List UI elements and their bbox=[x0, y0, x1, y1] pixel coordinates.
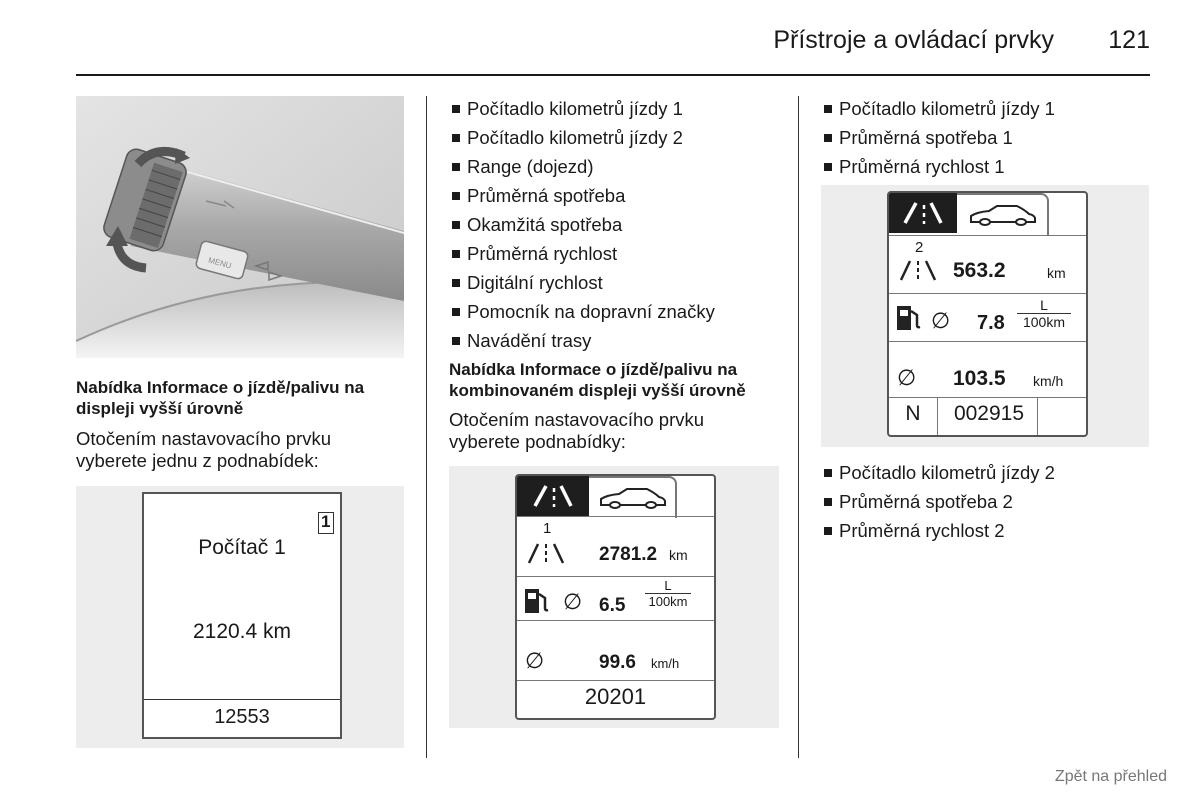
combined-display bbox=[515, 474, 716, 720]
info-display-basic bbox=[142, 492, 342, 739]
trip-distance-unit: km bbox=[1047, 265, 1066, 281]
display-title: Počítač 1 bbox=[198, 536, 286, 559]
page-number: 121 bbox=[1108, 26, 1150, 54]
list-item: Digitální rychlost bbox=[452, 268, 715, 297]
list-item: Počítadlo kilometrů jízdy 2 bbox=[824, 458, 1055, 487]
list-item: Počítadlo kilometrů jízdy 1 bbox=[452, 94, 715, 123]
col3-bullet-list-top bbox=[824, 94, 1055, 181]
trip-index: 1 bbox=[543, 520, 552, 537]
list-item: Pomocník na dopravní značky bbox=[452, 297, 715, 326]
list-item: Průměrná spotřeba bbox=[452, 181, 715, 210]
row-divider bbox=[889, 397, 1088, 398]
display-divider bbox=[144, 699, 340, 700]
list-item: Navádění trasy bbox=[452, 326, 715, 355]
list-item: Průměrná rychlost 1 bbox=[824, 152, 1055, 181]
back-to-overview-link[interactable]: Zpět na přehled bbox=[1054, 768, 1167, 785]
odometer: 20201 bbox=[584, 684, 647, 709]
column-divider-2 bbox=[798, 96, 799, 758]
menu-button-label: MENU bbox=[207, 255, 233, 271]
trip-badge bbox=[318, 512, 334, 534]
trip-distance-value: 563.2 bbox=[953, 259, 1006, 282]
stalk-illustration-svg bbox=[76, 96, 404, 358]
col1-text: Otočením nastavovacího prvku vyberete jednu z podnabídek: bbox=[76, 428, 332, 471]
row-divider bbox=[517, 680, 716, 681]
header-rule bbox=[76, 74, 1150, 76]
average-symbol: ∅ bbox=[563, 589, 583, 614]
row-divider bbox=[889, 341, 1088, 342]
road-icon-small bbox=[523, 538, 573, 566]
tab-vehicle bbox=[957, 193, 1049, 235]
consumption-value: 6.5 bbox=[599, 595, 626, 616]
fuel-pump-icon bbox=[895, 303, 923, 333]
stalk-illustration bbox=[76, 96, 404, 358]
cell-divider bbox=[1037, 397, 1038, 437]
combined-display-2 bbox=[887, 191, 1088, 437]
col2-bullet-list bbox=[452, 94, 715, 355]
consumption-unit-bottom: 100km bbox=[1022, 314, 1066, 330]
col3-display-panel bbox=[821, 185, 1149, 447]
road-icon bbox=[517, 476, 589, 516]
speed-unit: km/h bbox=[1033, 373, 1064, 389]
trip-index: 2 bbox=[915, 239, 924, 256]
car-icon bbox=[957, 195, 1047, 235]
fuel-pump-icon bbox=[523, 586, 551, 616]
list-item: Průměrná rychlost bbox=[452, 239, 715, 268]
row-divider bbox=[517, 576, 716, 577]
tab-divider bbox=[889, 235, 1088, 236]
list-item: Okamžitá spotřeba bbox=[452, 210, 715, 239]
consumption-unit-top: L bbox=[1017, 297, 1071, 314]
average-symbol: ∅ bbox=[897, 365, 917, 390]
trip-badge-number: 1 bbox=[321, 512, 331, 531]
col2-heading: Nabídka Informace o jízdě/palivu na kombinovaném displeji vyšší úrovně bbox=[449, 360, 746, 400]
list-item: Průměrná rychlost 2 bbox=[824, 516, 1055, 545]
column-divider-1 bbox=[426, 96, 427, 758]
list-item: Range (dojezd) bbox=[452, 152, 715, 181]
average-symbol: ∅ bbox=[525, 648, 545, 673]
gear-indicator: N bbox=[905, 402, 921, 425]
road-icon bbox=[889, 193, 957, 233]
col2-text: Otočením nastavovacího prvku vyberete podnabídky: bbox=[449, 409, 705, 452]
list-item: Počítadlo kilometrů jízdy 1 bbox=[824, 94, 1055, 123]
row-divider bbox=[889, 293, 1088, 294]
speed-value: 99.6 bbox=[599, 652, 636, 673]
consumption-value: 7.8 bbox=[977, 312, 1005, 334]
list-item: Průměrná spotřeba 2 bbox=[824, 487, 1055, 516]
tab-trip bbox=[889, 193, 957, 233]
road-icon-small bbox=[895, 255, 945, 283]
consumption-unit-top: L bbox=[645, 578, 691, 594]
list-item: Průměrná spotřeba 1 bbox=[824, 123, 1055, 152]
tab-divider bbox=[517, 516, 716, 517]
col2-display-panel bbox=[449, 466, 779, 728]
car-icon bbox=[589, 478, 675, 518]
average-symbol: ∅ bbox=[931, 308, 951, 333]
tab-trip bbox=[517, 476, 589, 516]
col1-heading: Nabídka Informace o jízdě/palivu na displeji vyšší úrovně bbox=[76, 378, 365, 418]
display-odometer: 12553 bbox=[214, 706, 270, 728]
row-divider bbox=[517, 620, 716, 621]
page-section-title: Přístroje a ovládací prvky bbox=[773, 26, 1054, 54]
col3-bullet-list-bottom bbox=[824, 458, 1055, 545]
consumption-unit-bottom: 100km bbox=[648, 594, 688, 609]
col1-display-panel bbox=[76, 486, 404, 748]
cell-divider bbox=[937, 397, 938, 437]
trip-distance-unit: km bbox=[669, 547, 688, 563]
trip-distance-value: 2781.2 bbox=[599, 544, 658, 565]
odometer: 002915 bbox=[953, 402, 1025, 425]
tab-vehicle bbox=[589, 476, 677, 518]
list-item: Počítadlo kilometrů jízdy 2 bbox=[452, 123, 715, 152]
consumption-unit bbox=[1017, 297, 1071, 330]
display-distance: 2120.4 km bbox=[192, 620, 292, 643]
speed-unit: km/h bbox=[651, 656, 680, 671]
consumption-unit bbox=[645, 578, 691, 609]
speed-value: 103.5 bbox=[953, 367, 1006, 390]
